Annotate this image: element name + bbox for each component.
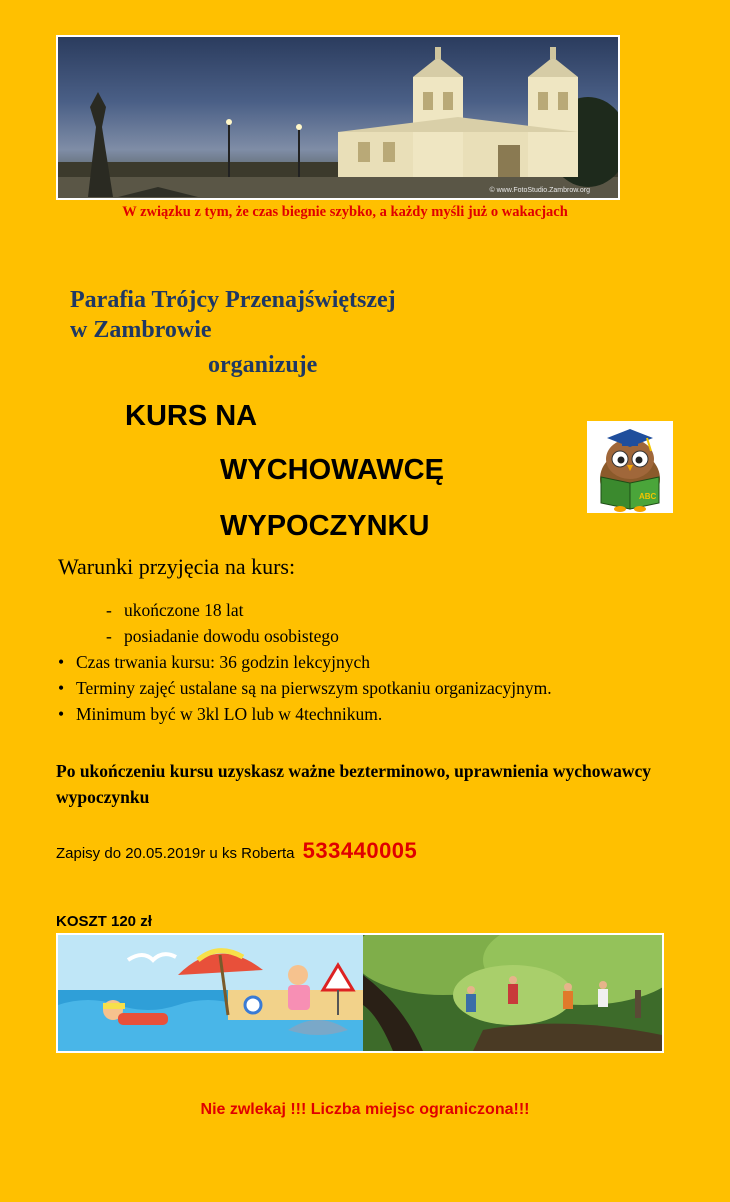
conditions-heading: Warunki przyjęcia na kurs:: [58, 554, 296, 579]
course-title-line3: WYPOCZYNKU: [220, 510, 430, 542]
requirement-text: posiadanie dowodu osobistego: [124, 626, 339, 646]
course-title-line2: WYCHOWAWCĘ: [220, 454, 444, 486]
parish-location: w Zambrowie: [70, 317, 212, 343]
info-bullet: [58, 703, 383, 725]
info-bullet: [58, 651, 371, 673]
photo-credit: © www.FotoStudio.Zambrow.org: [489, 187, 590, 194]
course-cost: KOSZT 120 zł: [56, 913, 152, 930]
church-illustration: [58, 37, 618, 198]
owl-book-label: ABC: [639, 492, 657, 501]
signup-text: Zapisy do 20.05.2019r u ks Roberta: [56, 845, 295, 862]
parish-name: Parafia Trójcy Przenajświętszej: [70, 287, 396, 313]
requirement-item: [106, 625, 339, 647]
beach-cartoon-image: [58, 935, 363, 1051]
intro-text: W związku z tym, że czas biegnie szybko, a każdy myśli już o wakacjach: [122, 204, 568, 220]
completion-note: Po ukończeniu kursu uzyskasz ważne bezterminowo, uprawnienia wychowawcy wypoczynku: [56, 761, 652, 807]
requirement-text: ukończone 18 lat: [124, 600, 244, 620]
organizes-label: organizuje: [208, 352, 318, 378]
info-bullet: [58, 677, 552, 699]
owl-book-icon: [587, 421, 673, 513]
dash-marker: -: [106, 600, 112, 620]
bullet-text: Terminy zajęć ustalane są na pierwszym spotkaniu organizacyjnym.: [76, 678, 552, 698]
bullet-marker: •: [58, 704, 65, 724]
phone-number[interactable]: 533440005: [302, 838, 418, 863]
bullet-text: Minimum być w 3kl LO lub w 4technikum.: [76, 704, 383, 724]
church-photo: [56, 35, 620, 200]
bullet-marker: •: [58, 678, 65, 698]
signup-info: [56, 840, 417, 865]
forest-hike-image: [363, 935, 662, 1051]
requirement-item: [106, 599, 244, 621]
call-to-action: Nie zwlekaj !!! Liczba miejsc ograniczona!!!: [200, 1101, 530, 1118]
dash-marker: -: [106, 626, 112, 646]
bullet-text: Czas trwania kursu: 36 godzin lekcyjnych: [76, 652, 371, 672]
bottom-photos: [56, 933, 664, 1053]
bullet-marker: •: [58, 652, 65, 672]
course-title-line1: KURS NA: [125, 400, 258, 432]
